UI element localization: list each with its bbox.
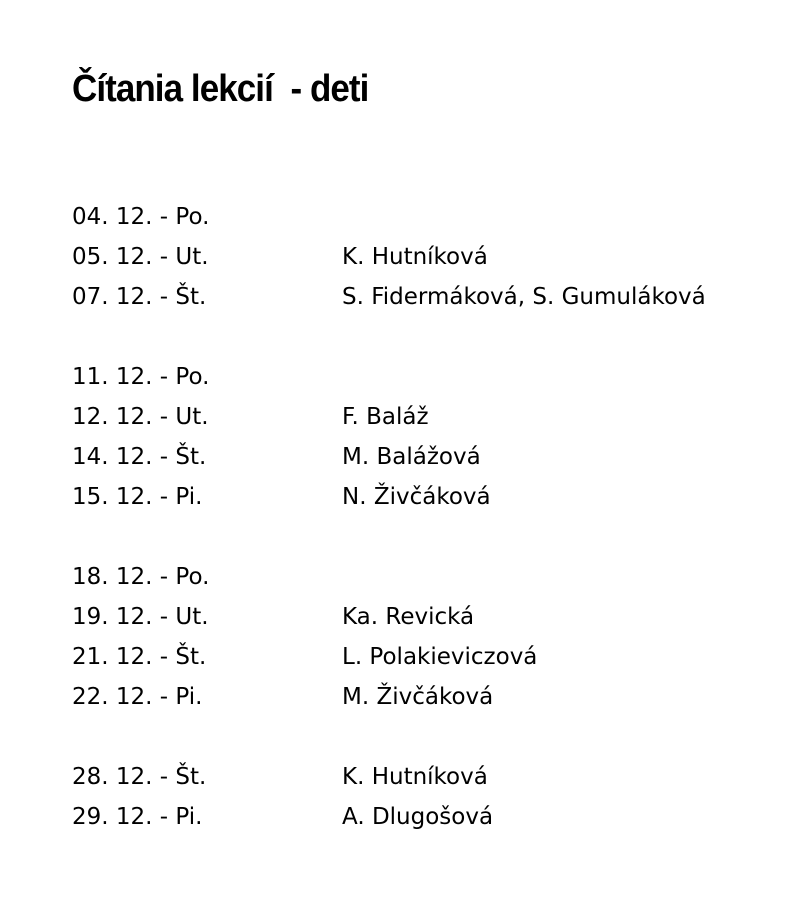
schedule-row [72, 677, 772, 717]
page-title: Čítania lekcií - deti [72, 68, 369, 110]
week-group-2 [72, 357, 772, 517]
schedule-row [72, 277, 772, 317]
row-reader: L. Polakieviczová [342, 644, 538, 670]
schedule-row [72, 757, 772, 797]
schedule-row [72, 197, 772, 237]
schedule-row [72, 557, 772, 597]
row-date: 04. 12. - Po. [72, 204, 210, 230]
row-date: 18. 12. - Po. [72, 564, 210, 590]
schedule-row [72, 597, 772, 637]
schedule-row [72, 397, 772, 437]
row-reader: M. Živčáková [342, 684, 494, 710]
row-date: 05. 12. - Ut. [72, 244, 209, 270]
reading-schedule [72, 197, 772, 877]
row-reader: A. Dlugošová [342, 804, 494, 830]
row-date: 22. 12. - Pi. [72, 684, 203, 710]
schedule-row [72, 437, 772, 477]
row-date: 11. 12. - Po. [72, 364, 210, 390]
row-reader: K. Hutníková [342, 764, 488, 790]
schedule-row [72, 797, 772, 837]
row-date: 15. 12. - Pi. [72, 484, 203, 510]
schedule-row [72, 237, 772, 277]
row-date: 14. 12. - Št. [72, 444, 207, 470]
row-reader: M. Balážová [342, 444, 481, 470]
row-date: 29. 12. - Pi. [72, 804, 203, 830]
row-reader: K. Hutníková [342, 244, 488, 270]
week-group-1 [72, 197, 772, 317]
row-reader: Ka. Revická [342, 604, 475, 630]
row-reader: F. Baláž [342, 404, 429, 430]
row-date: 19. 12. - Ut. [72, 604, 209, 630]
schedule-row [72, 357, 772, 397]
week-group-4 [72, 757, 772, 837]
row-date: 21. 12. - Št. [72, 644, 207, 670]
row-reader: N. Živčáková [342, 484, 491, 510]
row-date: 28. 12. - Št. [72, 764, 207, 790]
schedule-row [72, 637, 772, 677]
row-date: 07. 12. - Št. [72, 284, 207, 310]
week-group-3 [72, 557, 772, 717]
schedule-row [72, 477, 772, 517]
row-date: 12. 12. - Ut. [72, 404, 209, 430]
row-reader: S. Fidermáková, S. Gumuláková [342, 284, 706, 310]
